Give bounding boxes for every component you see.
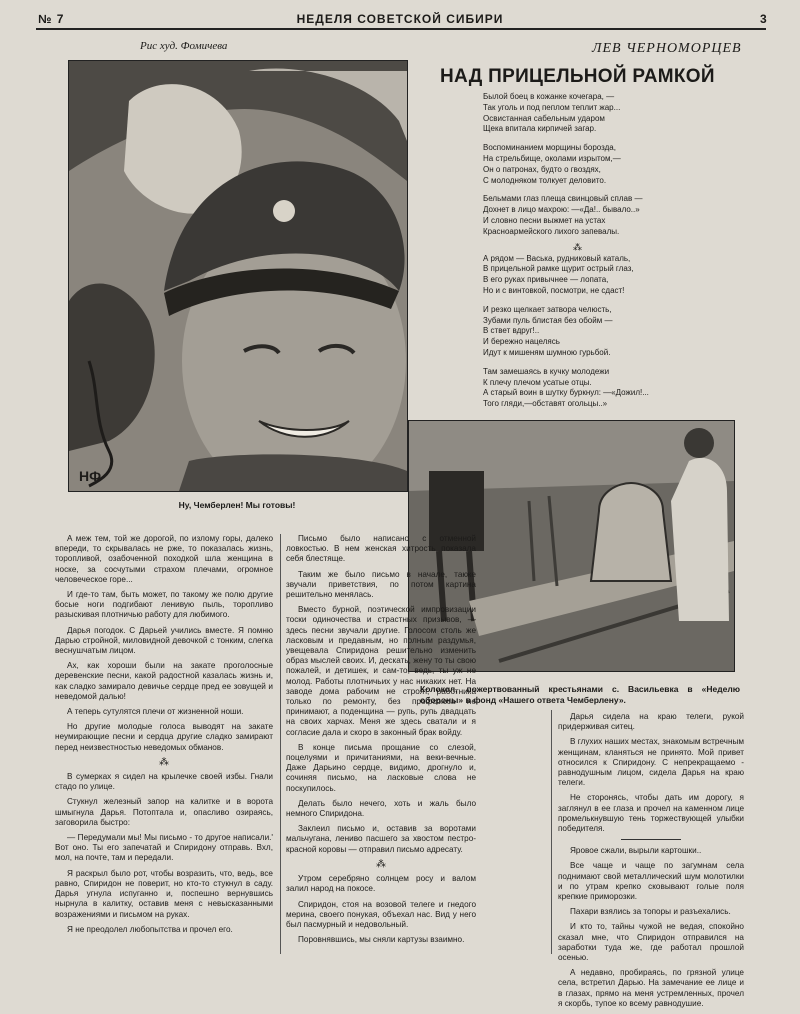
- poem-line: С молодняком толкует деловито.: [483, 175, 607, 185]
- paragraph: Не сторонясь, чтобы дать им дорогу, я заглянул в ее глаза и прочел на каменном лице промелькнувшую тень торжествующей улыбки победителя.: [558, 793, 744, 834]
- poem-line: Освистанная сабельным ударом: [483, 113, 605, 123]
- poem-body: [483, 92, 743, 418]
- poem-line: Щека впитала кирпичей загар.: [483, 124, 597, 134]
- story-column-2: [286, 534, 476, 950]
- poem-line: А старый воин в шутку буркнул: —«Дожил!...: [483, 388, 649, 398]
- paragraph: Стукнул железный запор на калитке и в ворота шмыгнула Дарья. Потоптала и, опасливо озираясь, заговорила быстро:: [55, 797, 273, 827]
- poem-line: Идут к мишеням шумною гурьбой.: [483, 347, 611, 357]
- poem-line: А рядом — Васька, рудниковый каталь,: [483, 253, 631, 263]
- paragraph: Таким же было письмо в начале, также звучали приветствия, по потом картина решительно менялась.: [286, 569, 476, 600]
- paragraph: Делать было нечего, хоть и жаль было немного Спиридона.: [286, 798, 476, 819]
- paragraph: А недавно, пробираясь, по грязной улице села, встретил Дарью. На замечание ее лице и в глазах, прямо на меня устремленных, прочел я скорбь, тупое ко всему равнодушие.: [558, 968, 744, 1008]
- paragraph: Дарья погодок. С Дарьей учились вместе. Я помню Дарью стройной, миловидной девочкой с тонким, слегка веснушчатым лицом.: [55, 625, 273, 656]
- poem-line: И бережно нацелясь: [483, 337, 560, 347]
- poem-line: Бельмами глаз плеща свинцовый сплав —: [483, 194, 643, 204]
- poem-line: И резко щелкает затвора челюсть,: [483, 304, 612, 314]
- paragraph: — Передумали мы! Мы письмо - то другое написали.' Вот оно. Ты его запечатай и Спиридону отправь. Вхл, мол, на почте, там и передали.: [55, 833, 273, 863]
- poem-title: НАД ПРИЦЕЛЬНОЙ РАМКОЙ: [440, 66, 715, 87]
- section-separator: ⁂: [376, 858, 386, 870]
- paragraph: Спиридон, стоя на возовой телеге и гнедого мерина, своего понукая, объехал нас. Вид у него был пасмурный и недовольный.: [286, 899, 476, 929]
- poem-line: К плечу плечом усатые отцы.: [483, 377, 592, 387]
- poem-line: Воспоминанием морщины борозда,: [483, 143, 616, 153]
- paragraph: Пахари взялись за топоры и разъехались.: [570, 907, 731, 917]
- section-rule: [621, 839, 681, 840]
- paragraph: Вместо бурной, поэтической импровизации тоски одиночества и страстных призывов, — здесь песни звучали другие. Голосом столь же ласковым и предавным, но полным раздумья, увещевала Спиридона решительно изменить образ мыслей своих. И, дескать, жену то ты свою пожалей, и детишек, и сам-то, ведь, ты уж не молод. Работы плотничьих у нас никаких нет. На заводе дома рабочим не строят, работника только по ремонту, без профсоюза не принимают, а поденщина — рупь, рупь двадцать на своих харчах. Меня же здесь сватали и я согласие дала и скоро в законный брак войду.: [286, 605, 476, 737]
- section-separator: ⁂: [159, 756, 169, 768]
- poem-line: И словно песни выжмет на устах: [483, 215, 606, 225]
- poem-line: В ствет вдруг!..: [483, 326, 540, 336]
- poem-line: Былой боец в кожанке кочегара, —: [483, 92, 615, 101]
- paragraph: Поровнявшись, мы сняли картузы взаимно.: [298, 935, 465, 945]
- paragraph: В сумерках я сидел на крылечке своей избы. Гнали стадо по улице.: [55, 772, 273, 792]
- poem-line: Но и с винтовкой, посмотри, не сдаст!: [483, 285, 625, 295]
- poem-line: Красноармейского лихого запевалы.: [483, 226, 620, 236]
- poem-line: Того гляди,—обставят огольцы..»: [483, 399, 608, 409]
- paragraph: А меж тем, той же дорогой, по излому горы, далеко впереди, то скрывалась не рже, то показалась жизнь, торопливой, озабоченной походкой шла женщина в носке, за сосчутыми страхом плечами, огромное человеческое горе...: [55, 534, 273, 584]
- poem-stanza: [483, 194, 743, 237]
- poem-stanza: [483, 254, 743, 297]
- header-rule: [36, 28, 766, 30]
- paragraph: Утром серебряно солнцем росу и валом залил народ на покосе.: [286, 874, 476, 894]
- poem-line: В прицельной рамке щурит острый глаз,: [483, 264, 634, 274]
- poem-line: Дохнет в лицо махрою: —«Да!.. бывало..»: [483, 205, 640, 215]
- column-divider: [551, 710, 552, 954]
- newspaper-title: НЕДЕЛЯ СОВЕТСКОЙ СИБИРИ: [296, 12, 504, 26]
- poem-separator: ⁂: [573, 241, 582, 252]
- column-divider: [280, 534, 281, 954]
- paragraph: Я раскрыл было рот, чтобы возразить, что, ведь, все равно, Спиридон не поверит, но кто-то стукнул в саду. Дарья угнула испуганно и, поспешно вернувшись нырнула в калитку, оставив меня с невысказанными возражениями и письмом на руках.: [55, 868, 273, 919]
- story-column-3: [558, 712, 744, 1014]
- artist-monogram: НФ: [79, 468, 102, 484]
- paragraph: Ах, как хороши были на закате проголосные деревенские песни, какой радостной казалась жизнь и, как сладко замирало девичье сердце пред ее зовущей и неведомой далью!: [55, 661, 273, 701]
- paragraph: Все чаще и чаще по загумнам села поднимают свой металлический шум молотилки и по утрам крепко сковывают голые поля крепкие приморозки.: [558, 861, 744, 902]
- paragraph: Дарья сидела на краю телеги, рукой придерживая ситец.: [558, 712, 744, 732]
- story-column-1: [55, 534, 273, 940]
- paragraph: Письмо было написано с отменной ловкостью. В нем женская хитрость показала себя блестяще.: [286, 534, 476, 564]
- paragraph: В конце письма прощание со слезой, поцелуями и причитаниями, на веки-вечные. Даже Дарьино сердце, видимо, дрогнуло и, сочиняя письмо, на ласковые слова не поскупилось.: [286, 742, 476, 793]
- poem-line: В его руках привычнее — лопата,: [483, 275, 609, 285]
- paragraph: Яровое сжали, вырыли картошки..: [570, 846, 702, 856]
- soldier-illustration: [68, 60, 408, 492]
- issue-number: № 7: [38, 12, 65, 26]
- bell-photo-caption: Колокол, пожертвованный крестьянами с. Васильевка в «Неделю обороны» в фонд «Нашего ответа Чемберлену».: [420, 684, 740, 705]
- poem-stanza: [483, 305, 743, 359]
- illustration-credit: Рис худ. Фомичева: [140, 40, 228, 52]
- paragraph: В глухих наших местах, знакомым встречным женщинам, кланяться не принято. Мой привет относился к Спиридону. С непрекращаемо - равнодушным лицом, сидела Дарья на краю телеги.: [558, 737, 744, 788]
- poem-line: Так уголь и под пеплом теплит жар...: [483, 102, 621, 112]
- poem-stanza: [483, 367, 743, 410]
- paragraph: И кто то, тайны чужой не ведая, спокойно сказал мне, что Спиридон отправился на заработки туда же, где работал прошлой осенью.: [558, 922, 744, 963]
- paragraph: А теперь сутулятся плечи от жизненной ноши.: [67, 707, 244, 717]
- paragraph: И где-то там, быть может, по такому же полю другие босые ноги подгибают ленивую пыль, торопливо разыскивая плотничью работу для любимого.: [55, 590, 273, 620]
- paragraph: Я не преодолел любопытства и прочел его.: [67, 924, 233, 934]
- poem-author: ЛЕВ ЧЕРНОМОРЦЕВ: [592, 41, 742, 56]
- poem-line: Там замешаясь в кучку молодежи: [483, 366, 610, 376]
- poem-line: На стрельбище, околами изрытом,—: [483, 153, 621, 163]
- page-number: 3: [760, 12, 768, 26]
- poem-stanza: [483, 92, 743, 135]
- poem-line: Зубами пуль блистая без обойм —: [483, 315, 613, 325]
- paragraph: Заклеил письмо и, оставив за воротами мальчугана, лениво пасшего за хвостом пестро-красной коровы — отправил письмо адресату.: [286, 824, 476, 854]
- paragraph: Но другие молодые голоса выводят на закате неумирающие песни и сердца другие сладко замирают перед неизвестностью неведомых обманов.: [55, 722, 273, 752]
- poem-line: Он о патронах, будто о гвоздях,: [483, 164, 601, 174]
- illustration-caption: Ну, Чемберлен! Мы готовы!: [178, 500, 296, 510]
- poem-stanza: [483, 143, 743, 186]
